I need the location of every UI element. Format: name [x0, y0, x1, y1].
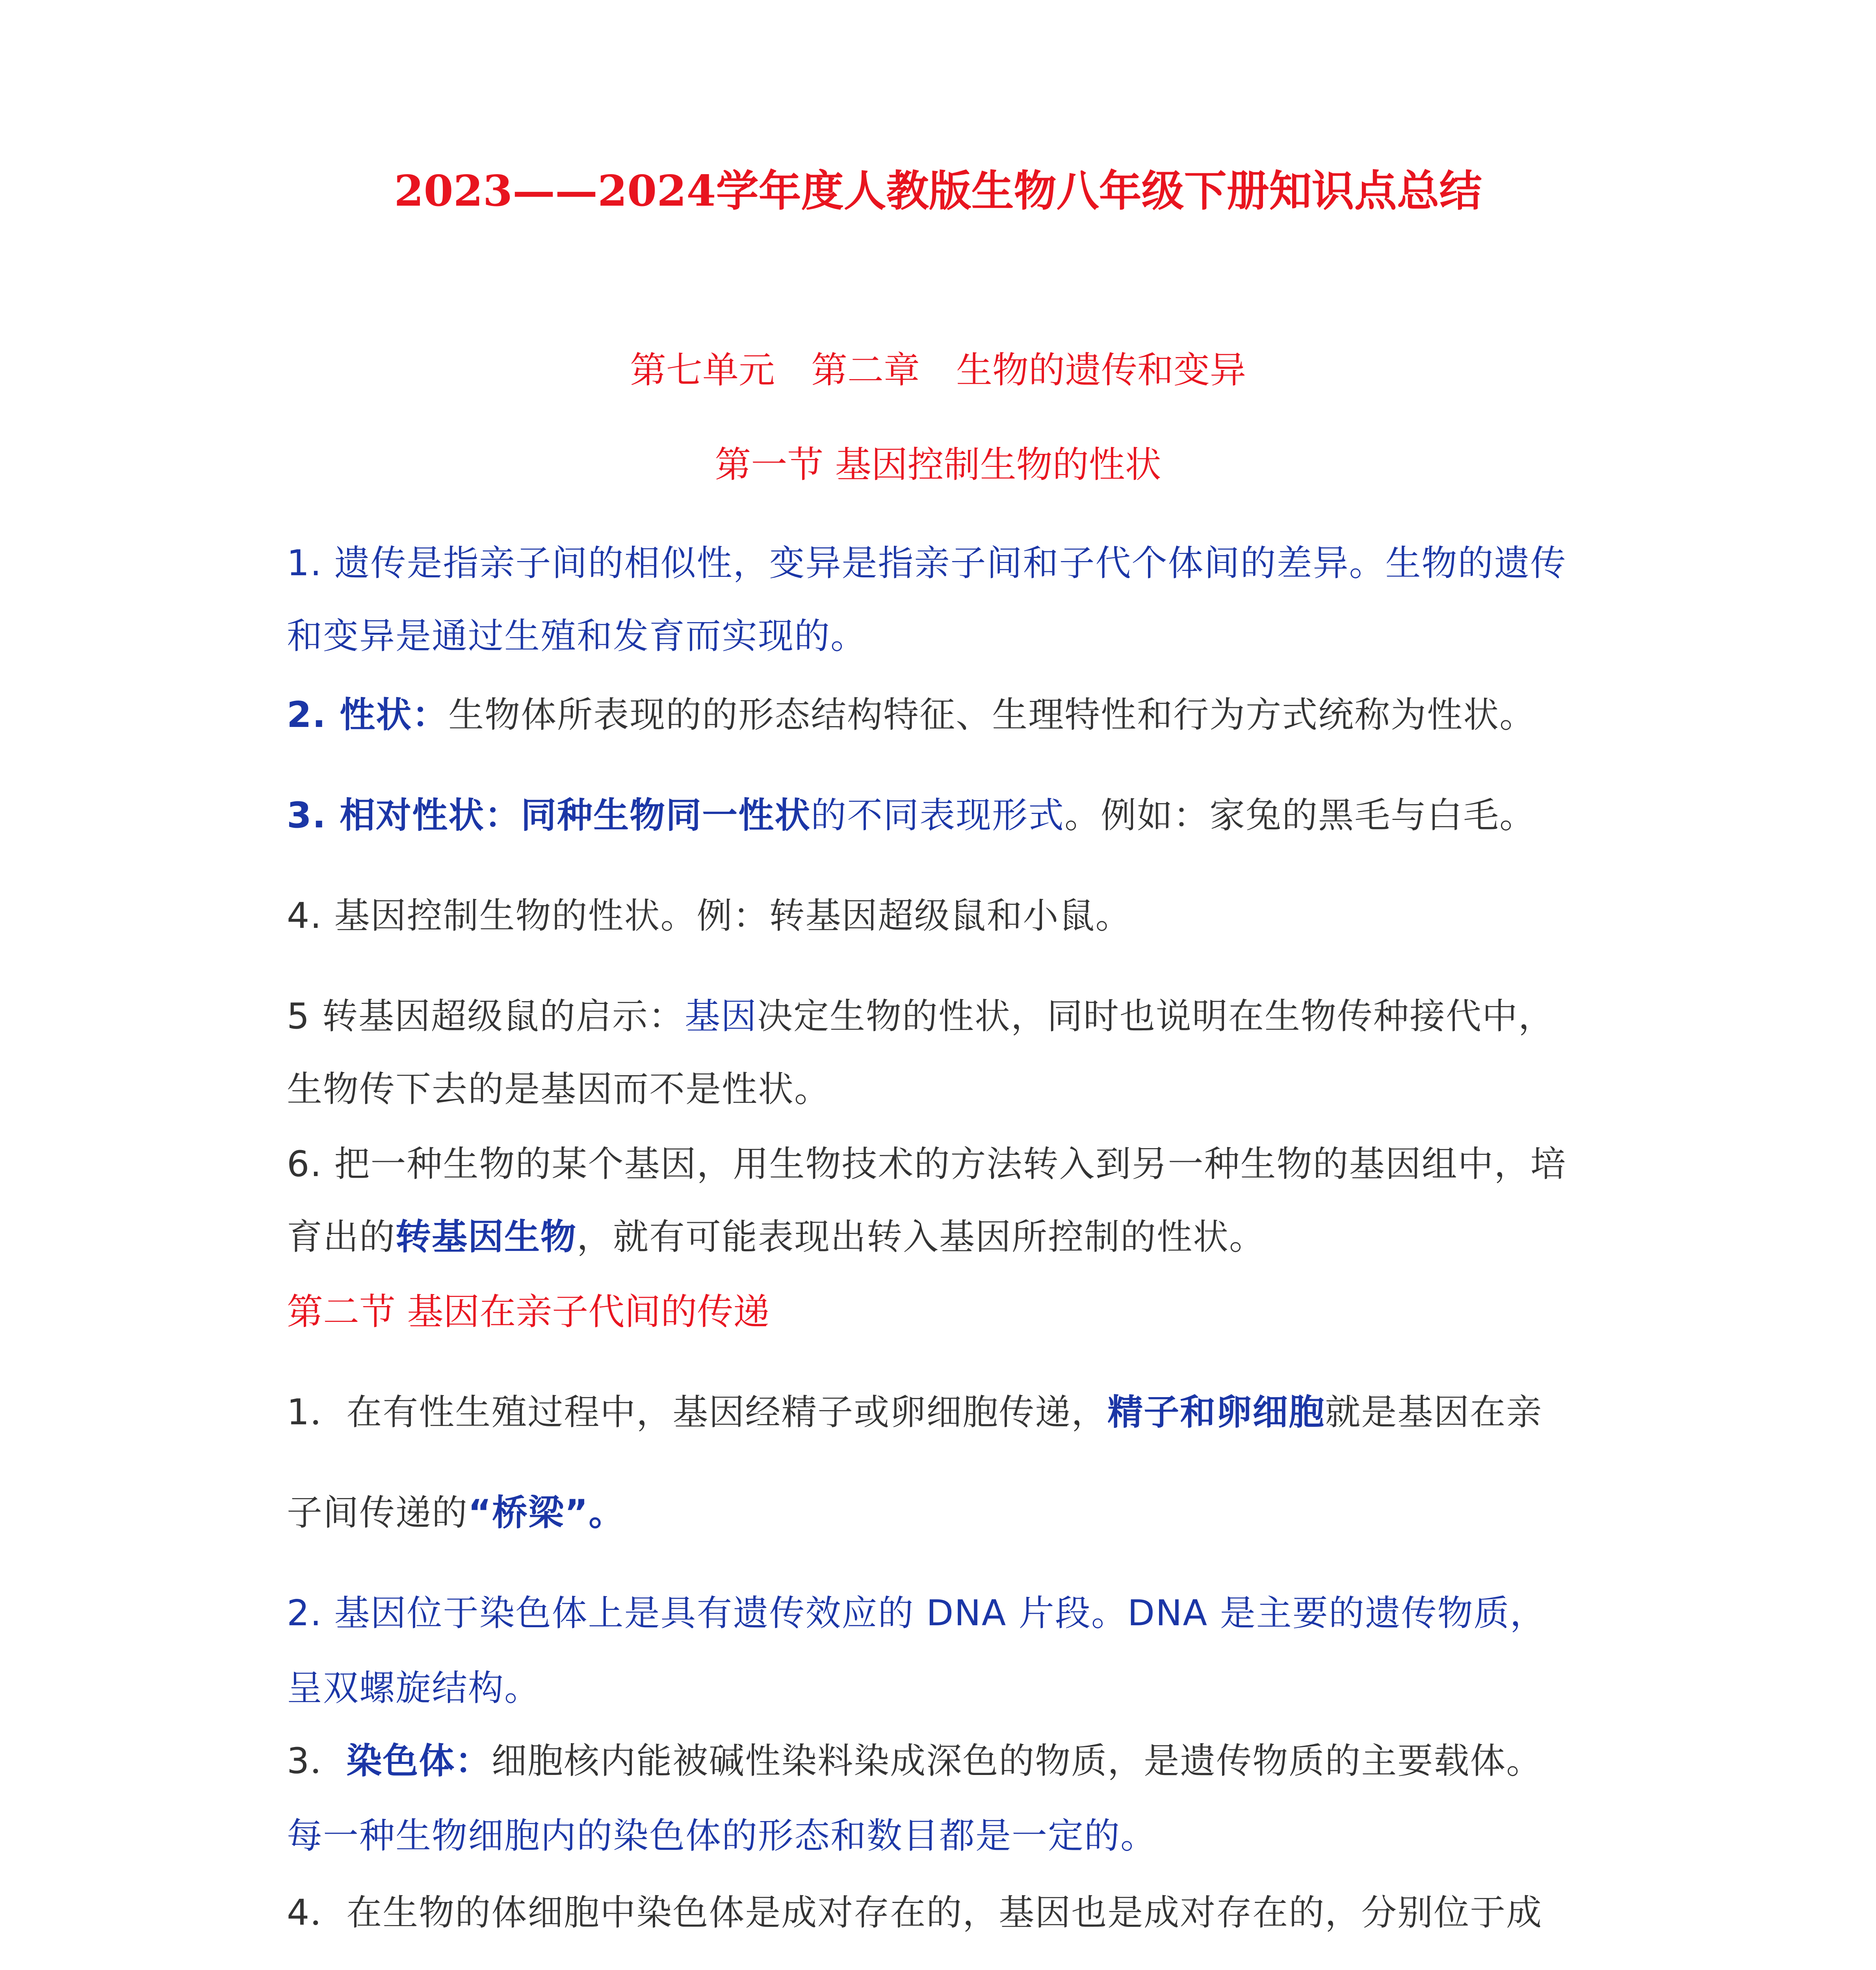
text-run: 3． [287, 1740, 347, 1782]
text-run: “桥梁”。 [468, 1492, 625, 1533]
s1-p4: 4. 基因控制生物的性状。例：转基因超级鼠和小鼠。 [287, 895, 1132, 937]
text-run: 3. 相对性状：同种生物同一性状 [287, 795, 811, 836]
s2-q1-line1 [287, 1383, 1626, 1442]
text-run: 。例如：家兔的黑毛与白毛。 [1064, 795, 1536, 836]
s1-p5-line2: 生物传下去的是基因而不是性状。 [287, 1069, 830, 1110]
s2-q1-line2 [287, 1483, 1626, 1543]
s1-p3 [287, 786, 1626, 845]
text-run: 2. 性状： [287, 694, 449, 736]
text-run: 1. 遗传是指亲子间的相似性，变异是指亲子间和子代个体间的差异 [287, 543, 1349, 584]
s2-q2-line1: 2. 基因位于染色体上是具有遗传效应的 DNA 片段。DNA 是主要的遗传物质， [287, 1593, 1546, 1634]
s1-p1-line1 [287, 534, 1626, 593]
text-run: 子间传递的 [287, 1492, 468, 1533]
s2-q2-line2: 呈双螺旋结构。 [287, 1667, 541, 1709]
text-run: 1．在有性生殖过程中，基因经精子或卵细胞传递， [287, 1392, 1108, 1433]
text-run: 。生物的遗传 [1349, 543, 1567, 584]
s2-q3-line2: 每一种生物细胞内的染色体的形态和数目都是一定的。 [287, 1815, 1157, 1857]
section2-heading: 第二节 基因在亲子代间的传递 [287, 1291, 770, 1333]
s2-q4-line1: 4．在生物的体细胞中染色体是成对存在的，基因也是成对存在的，分别位于成 [287, 1892, 1543, 1933]
text-run: ，就有可能表现出转入基因所控制的性状。 [577, 1216, 1265, 1258]
s1-p5-line1 [287, 987, 1626, 1046]
document-title: 2023——2024学年度人教版生物八年级下册知识点总结 [394, 166, 1482, 216]
text-run: 细胞核内能被碱性染料染成深色的物质，是遗传物质的主要载体。 [491, 1740, 1543, 1782]
text-run: 就是基因在亲 [1325, 1392, 1543, 1433]
text-run: 5 转基因超级鼠的启示： [287, 996, 685, 1037]
text-run: 转基因生物 [396, 1216, 577, 1258]
unit-heading: 第七单元 第二章 生物的遗传和变异 [630, 349, 1246, 391]
text-run: 生物体所表现的的形态结构特征、生理特性和行为方式统称为性状。 [448, 694, 1536, 736]
s1-p2 [287, 686, 1626, 745]
section1-heading: 第一节 基因控制生物的性状 [715, 444, 1161, 486]
text-run: 染色体： [346, 1740, 492, 1782]
s1-p6-line2 [287, 1208, 1626, 1267]
s2-q3-line1 [287, 1732, 1626, 1791]
text-run: 决定生物的性状，同时也说明在生物传种接代中， [757, 996, 1555, 1037]
text-run: 基因 [684, 996, 757, 1037]
s1-p6-line1: 6. 把一种生物的某个基因，用生物技术的方法转入到另一种生物的基因组中，培 [287, 1143, 1567, 1185]
s1-p1-line2: 和变异是通过生殖和发育而实现的。 [287, 615, 867, 657]
text-run: 育出的 [287, 1216, 396, 1258]
text-run: 精子和卵细胞 [1107, 1392, 1325, 1433]
text-run: 的不同表现形式 [811, 795, 1065, 836]
